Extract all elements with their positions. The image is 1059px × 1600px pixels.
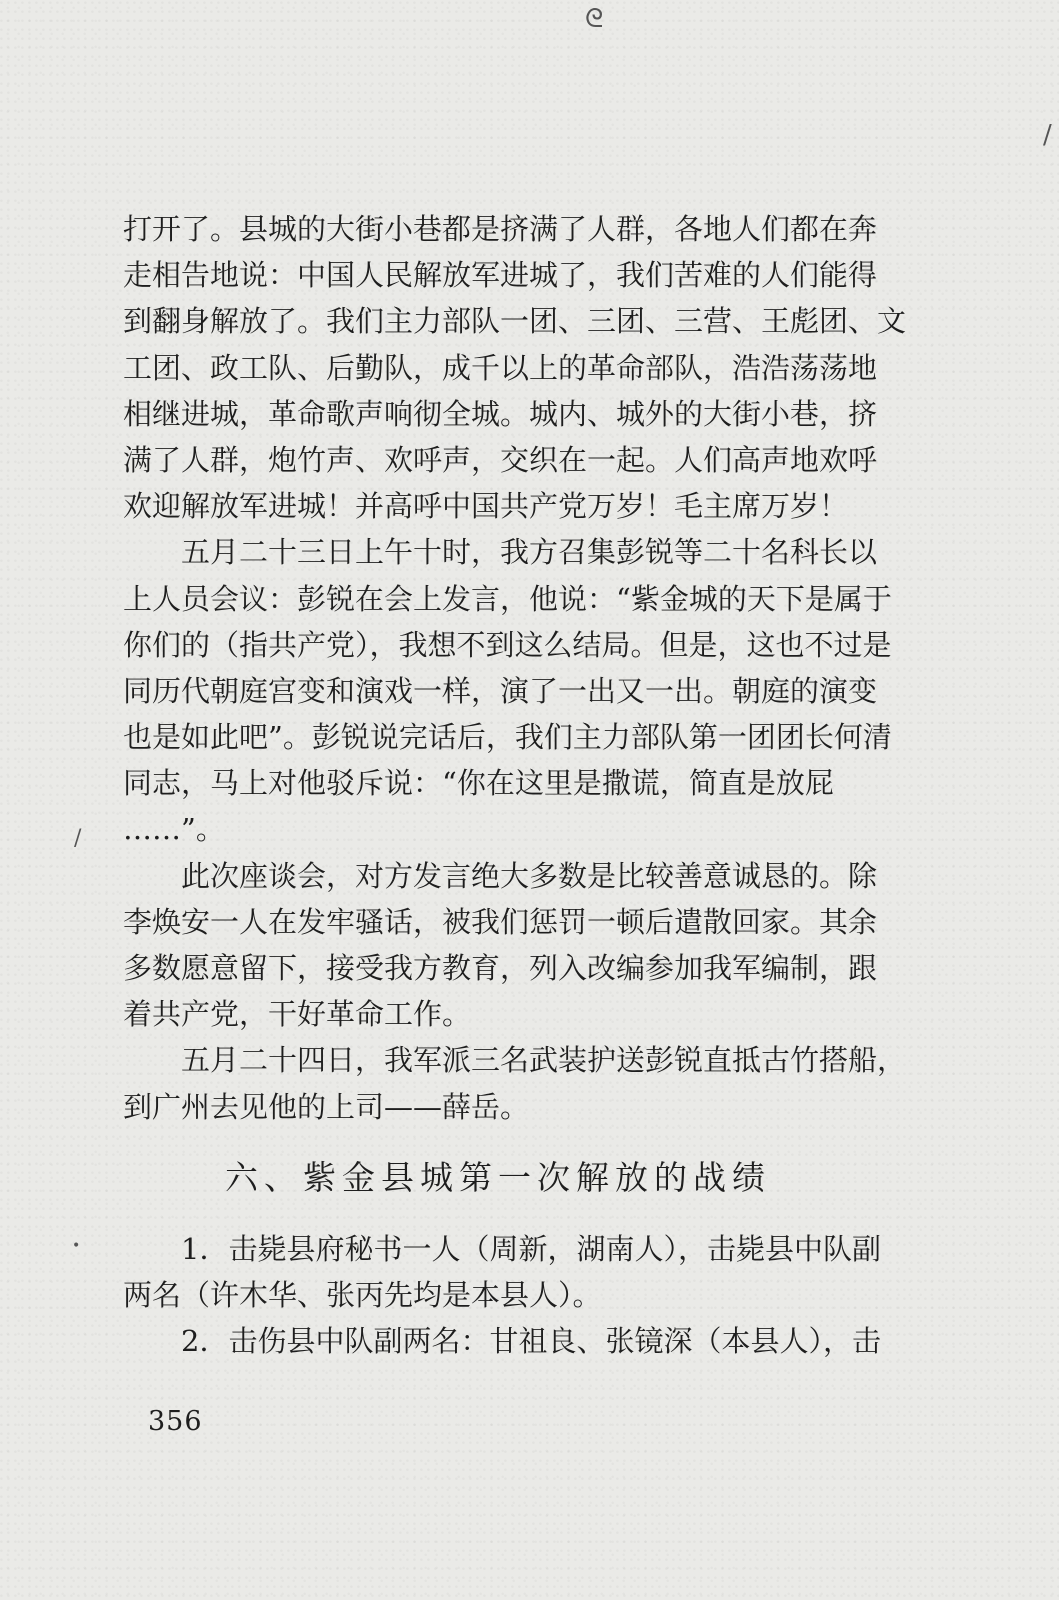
page-number: 356	[148, 1406, 203, 1437]
scan-dot-mark: •	[72, 1238, 81, 1254]
text-line: 上人员会议：彭锐在会上发言，他说：“紫金城的天下是属于	[123, 581, 892, 616]
scan-blemish-mark: ᘓ	[585, 4, 604, 34]
text-line: 同志，马上对他驳斥说：“你在这里是撒谎，简直是放屁	[123, 766, 834, 801]
text-line: 工团、政工队、后勤队，成千以上的革命部队，浩浩荡荡地	[123, 350, 878, 385]
text-line: 到广州去见他的上司——薛岳。	[123, 1089, 530, 1124]
text-line: ……”。	[123, 812, 225, 847]
list-item-line: 2．击伤县中队副两名：甘祖良、张镜深（本县人），击	[181, 1324, 881, 1359]
text-line: 走相告地说：中国人民解放军进城了，我们苦难的人们能得	[123, 258, 878, 293]
paragraph-start-line: 此次座谈会，对方发言绝大多数是比较善意诚恳的。除	[181, 858, 878, 893]
document-body	[123, 206, 953, 1364]
text-line: 打开了。县城的大街小巷都是挤满了人群，各地人们都在奔	[123, 212, 878, 246]
text-line: 你们的（指共产党），我想不到这么结局。但是，这也不过是	[123, 627, 892, 662]
paragraph-start-line: 五月二十三日上午十时，我方召集彭锐等二十名科长以	[181, 535, 878, 570]
list-item-line: 两名（许木华、张丙先均是本县人）。	[123, 1277, 602, 1312]
paragraph-start-line: 五月二十四日，我军派三名武装护送彭锐直抵古竹搭船，	[181, 1043, 907, 1078]
section-heading: 六、紫金县城第一次解放的战绩	[225, 1157, 771, 1197]
scan-edge-mark: /	[1043, 120, 1052, 150]
text-line: 同历代朝庭宫变和演戏一样，演了一出又一出。朝庭的演变	[123, 673, 878, 708]
text-line: 着共产党，干好革命工作。	[123, 997, 472, 1032]
text-line: 李焕安一人在发牢骚话，被我们惩罚一顿后遣散回家。其余	[123, 904, 878, 939]
text-line: 到翻身解放了。我们主力部队一团、三团、三营、王彪团、文	[123, 304, 907, 339]
text-line: 多数愿意留下，接受我方教育，列入改编参加我军编制，跟	[123, 951, 878, 985]
text-line: 欢迎解放军进城！并高呼中国共产党万岁！毛主席万岁！	[123, 489, 849, 524]
text-line: 满了人群，炮竹声、欢呼声，交织在一起。人们高声地欢呼	[123, 442, 878, 477]
list-item-line: 1．击毙县府秘书一人（周新，湖南人），击毙县中队副	[181, 1231, 881, 1266]
text-line: 也是如此吧”。彭锐说完话后，我们主力部队第一团团长何清	[123, 720, 892, 755]
text-line: 相继进城，革命歌声响彻全城。城内、城外的大街小巷，挤	[123, 396, 878, 431]
scan-stray-mark: /	[74, 826, 82, 851]
